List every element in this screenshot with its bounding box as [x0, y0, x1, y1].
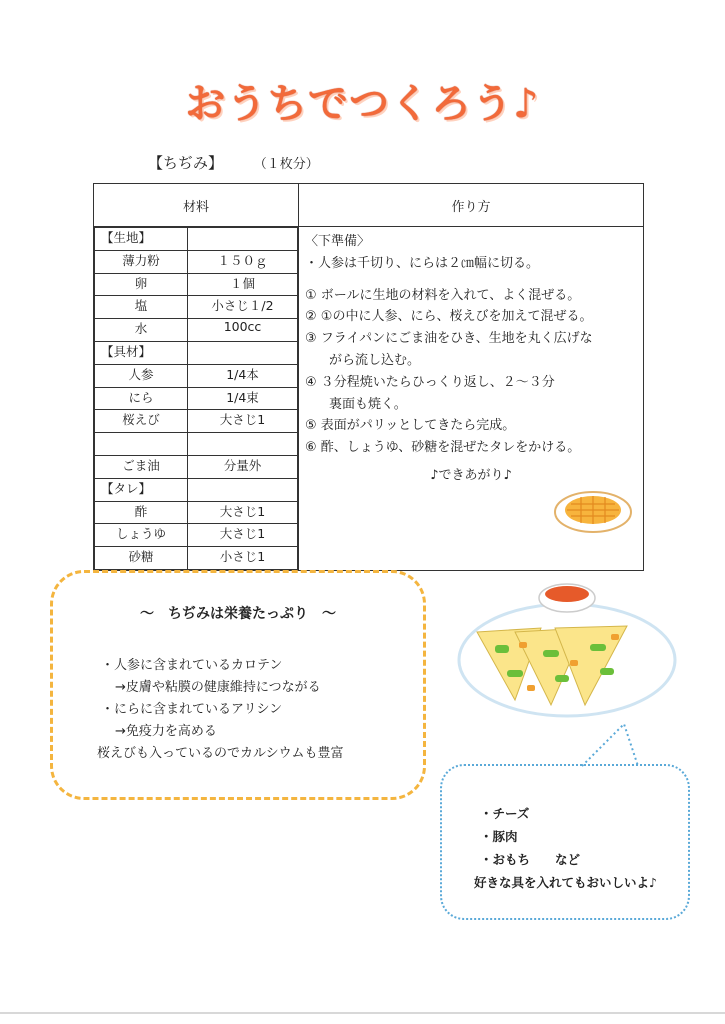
method-steps — [299, 227, 643, 552]
nutrition-line: 桜えびも入っているのでカルシウムも豊富 — [97, 746, 344, 761]
ingredient-qty: 小さじ1 — [188, 547, 298, 570]
method-cell — [299, 227, 644, 571]
speech-bubble-tail — [580, 720, 650, 770]
ingredient-row — [95, 296, 298, 319]
prep-label: 〈下準備〉 — [305, 234, 371, 249]
ingredient-name: 卵 — [95, 273, 188, 296]
ingredient-qty: 1/4本 — [188, 364, 298, 387]
speech-bubble — [440, 764, 690, 920]
page-bottom-line — [0, 1012, 725, 1014]
nutrition-line: ・人参に含まれているカロテン — [101, 658, 283, 673]
section-label: 【タレ】 — [95, 478, 188, 501]
nutrition-line: →免疫力を高める — [115, 724, 217, 739]
ingredient-row — [95, 341, 298, 364]
chijimi-small-plate-illustration — [553, 484, 633, 534]
ingredient-qty: 分量外 — [188, 455, 298, 478]
nutrition-box — [50, 570, 426, 800]
ingredient-qty: 大さじ1 — [188, 524, 298, 547]
prep-step: ・人参は千切り、にらは２㎝幅に切る。 — [305, 255, 540, 271]
bubble-line: 好きな具を入れてもおいしいよ♪ — [474, 875, 657, 890]
recipe-servings: （１枚分） — [253, 157, 319, 172]
ingredient-row — [95, 501, 298, 524]
ingredient-row — [95, 433, 298, 456]
recipe-name: 【ちぢみ】 — [148, 154, 224, 172]
ingredient-row — [95, 547, 298, 570]
ingredient-row — [95, 364, 298, 387]
ingredient-row — [95, 478, 298, 501]
ingredient-row — [95, 319, 298, 342]
method-step: ⑥ 酢、しょうゆ、砂糖を混ぜたタレをかける。 — [305, 440, 581, 456]
ingredient-qty: 大さじ1 — [188, 410, 298, 433]
page-title: おうちでつくろう♪ — [185, 81, 540, 127]
ingredient-row — [95, 455, 298, 478]
ingredients-list — [94, 227, 298, 570]
method-step: ⑤ 表面がパリッとしてきたら完成。 — [305, 418, 516, 434]
ingredients-cell — [94, 227, 299, 571]
ingredient-name: しょうゆ — [95, 524, 188, 547]
method-step: 裏面も焼く。 — [329, 396, 407, 412]
nutrition-line: →皮膚や粘膜の健康維持につながる — [115, 680, 321, 695]
section-label: 【具材】 — [95, 341, 188, 364]
ingredient-name: 酢 — [95, 501, 188, 524]
ingredient-qty: １個 — [188, 273, 298, 296]
ingredient-qty: 小さじ１/2 — [188, 296, 298, 319]
ingredient-qty: 大さじ1 — [188, 501, 298, 524]
ingredient-row — [95, 387, 298, 410]
ingredient-qty: 100cc — [188, 319, 298, 342]
ingredient-qty: １５０ｇ — [188, 250, 298, 273]
ingredient-row — [95, 250, 298, 273]
chijimi-plate-illustration — [455, 570, 685, 720]
ingredient-row — [95, 273, 298, 296]
nutrition-list — [97, 655, 344, 765]
bubble-line: ・チーズ — [480, 806, 530, 821]
ingredient-row — [95, 524, 298, 547]
method-step: ④ ３分程焼いたらひっくり返し、２～３分 — [305, 374, 555, 390]
ingredients-header: 材料 — [94, 184, 299, 227]
bubble-list — [474, 802, 657, 894]
ingredient-name: にら — [95, 387, 188, 410]
ingredient-name: 人参 — [95, 364, 188, 387]
ingredient-name: 塩 — [95, 296, 188, 319]
ingredient-name: ごま油 — [95, 455, 188, 478]
method-step: ① ボールに生地の材料を入れて、よく混ぜる。 — [305, 287, 581, 303]
bubble-line: ・おもち など — [480, 852, 581, 867]
method-step: がら流し込む。 — [329, 352, 421, 368]
section-label: 【生地】 — [95, 228, 188, 251]
bubble-line: ・豚肉 — [480, 829, 518, 844]
nutrition-title: ～ ちぢみは栄養たっぷり ～ — [140, 606, 336, 622]
recipe-table — [93, 183, 644, 571]
nutrition-line: ・にらに含まれているアリシン — [101, 702, 283, 717]
ingredient-name: 水 — [95, 319, 188, 342]
done-label: ♪できあがり♪ — [430, 467, 512, 483]
method-header: 作り方 — [299, 184, 644, 227]
ingredient-name: 薄力粉 — [95, 250, 188, 273]
recipe-header — [148, 152, 319, 173]
ingredient-name: 砂糖 — [95, 547, 188, 570]
method-step: ③ フライパンにごま油をひき、生地を丸く広げな — [305, 331, 593, 347]
method-step: ② ①の中に人参、にら、桜えびを加えて混ぜる。 — [305, 309, 593, 325]
ingredient-name: 桜えび — [95, 410, 188, 433]
ingredient-row — [95, 228, 298, 251]
ingredient-qty: 1/4束 — [188, 387, 298, 410]
ingredient-row — [95, 410, 298, 433]
